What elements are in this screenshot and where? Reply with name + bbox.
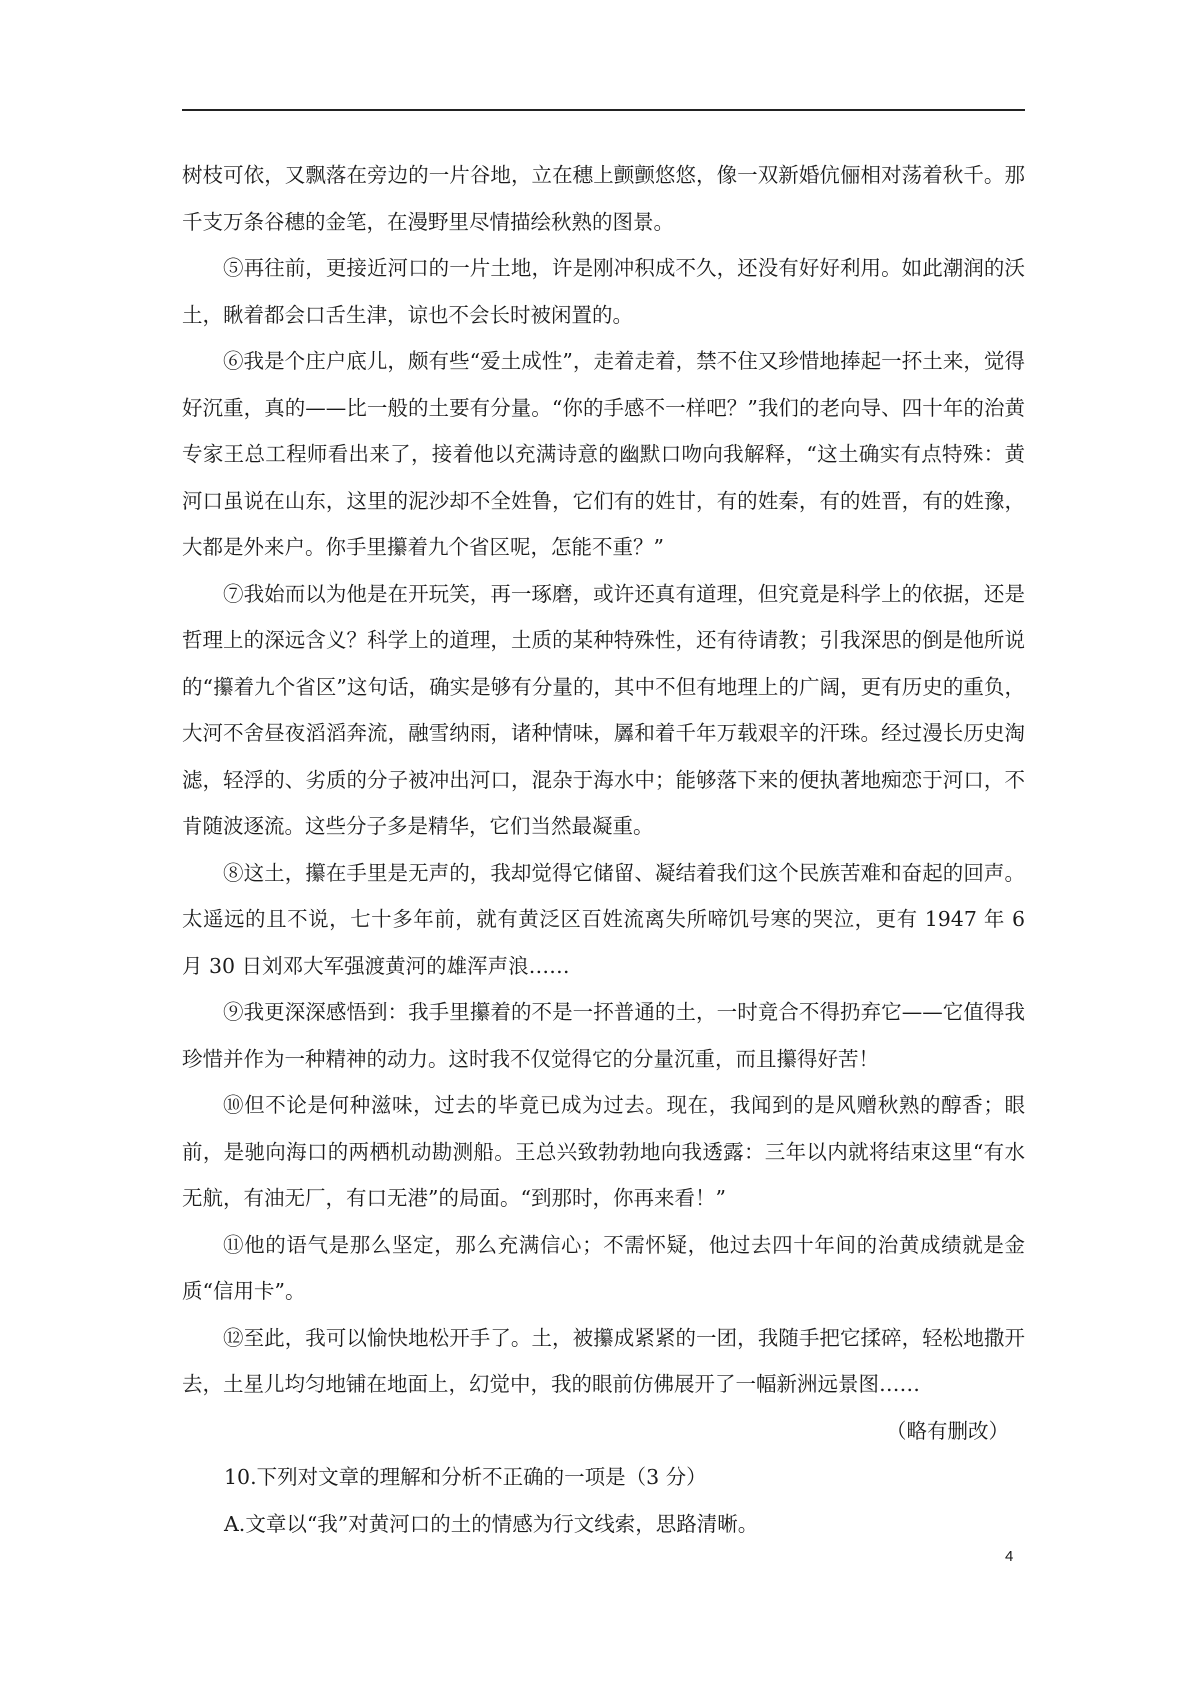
question-title: 10.下列对文章的理解和分析不正确的一项是（3 分） xyxy=(224,1465,707,1489)
question-option-a: A.文章以“我”对黄河口的土的情感为行文线索，思路清晰。 xyxy=(224,1511,759,1536)
paragraph-9: ⑨我更深深感悟到：我手里攥着的不是一抔普通的土，一时竟合不得扔弃它——它值得我珍惜并作为一种精神的动力。这时我不仅觉得它的分量沉重，而且攥得好苦！ xyxy=(182,1000,1025,1071)
document-body xyxy=(182,152,1025,1547)
paragraph-6: ⑥我是个庄户底儿，颇有些“爱土成性”，走着走着，禁不住又珍惜地捧起一抔土来，觉得好沉重，真的——比一般的土要有分量。“你的手感不一样吧？”我们的老向导、四十年的治黄专家王总工程师看出来了，接着他以充满诗意的幽默口吻向我解释，“这土确实有点特殊：黄河口虽说在山东，这里的泥沙却不全姓鲁，它们有的姓甘，有的姓秦，有的姓晋，有的姓豫，大都是外来户。你手里攥着九个省区呢，怎能不重？” xyxy=(182,349,1025,559)
paragraph-5: ⑤再往前，更接近河口的一片土地，许是刚冲积成不久，还没有好好利用。如此潮润的沃土，瞅着都会口舌生津，谅也不会长时被闲置的。 xyxy=(182,256,1025,327)
paragraph-11: ⑪他的语气是那么坚定，那么充满信心；不需怀疑，他过去四十年间的治黄成绩就是金质“信用卡”。 xyxy=(182,1232,1025,1303)
page-number: 4 xyxy=(1005,1548,1014,1565)
paragraph-7: ⑦我始而以为他是在开玩笑，再一琢磨，或许还真有道理，但究竟是科学上的依据，还是哲理上的深远含义？科学上的道理，土质的某种特殊性，还有待请教；引我深思的倒是他所说的“攥着九个省区”这句话，确实是够有分量的，其中不但有地理上的广阔，更有历史的重负，大河不舍昼夜滔滔奔流，融雪纳雨，诸种情味，羼和着千年万载艰辛的汗珠。经过漫长历史淘滤，轻浮的、劣质的分子被冲出河口，混杂于海水中；能够落下来的便执著地痴恋于河口，不肯随波逐流。这些分子多是精华，它们当然最凝重。 xyxy=(182,581,1025,838)
paragraph-8: ⑧这土，攥在手里是无声的，我却觉得它储留、凝结着我们这个民族苦难和奋起的回声。太遥远的且不说，七十多年前，就有黄泛区百姓流离失所啼饥号寒的哭泣，更有 1947 年 6 月 30 日刘邓大军强渡黄河的雄浑声浪…… xyxy=(182,860,1025,978)
header-rule xyxy=(182,109,1025,111)
paragraph-continued: 树枝可依，又飘落在旁边的一片谷地，立在穗上颤颤悠悠，像一双新婚伉俪相对荡着秋千。那千支万条谷穗的金笔，在漫野里尽情描绘秋熟的图景。 xyxy=(182,163,1025,234)
source-note: （略有删改） xyxy=(886,1418,1009,1443)
paragraph-12: ⑫至此，我可以愉快地松开手了。土，被攥成紧紧的一团，我随手把它揉碎，轻松地撒开去，土星儿均匀地铺在地面上，幻觉中，我的眼前仿佛展开了一幅新洲远景图…… xyxy=(182,1325,1025,1396)
paragraph-10: ⑩但不论是何种滋味，过去的毕竟已成为过去。现在，我闻到的是风赠秋熟的醇香；眼前，是驰向海口的两栖机动勘测船。王总兴致勃勃地向我透露：三年以内就将结束这里“有水无航，有油无厂，有口无港”的局面。“到那时，你再来看！” xyxy=(182,1093,1025,1210)
